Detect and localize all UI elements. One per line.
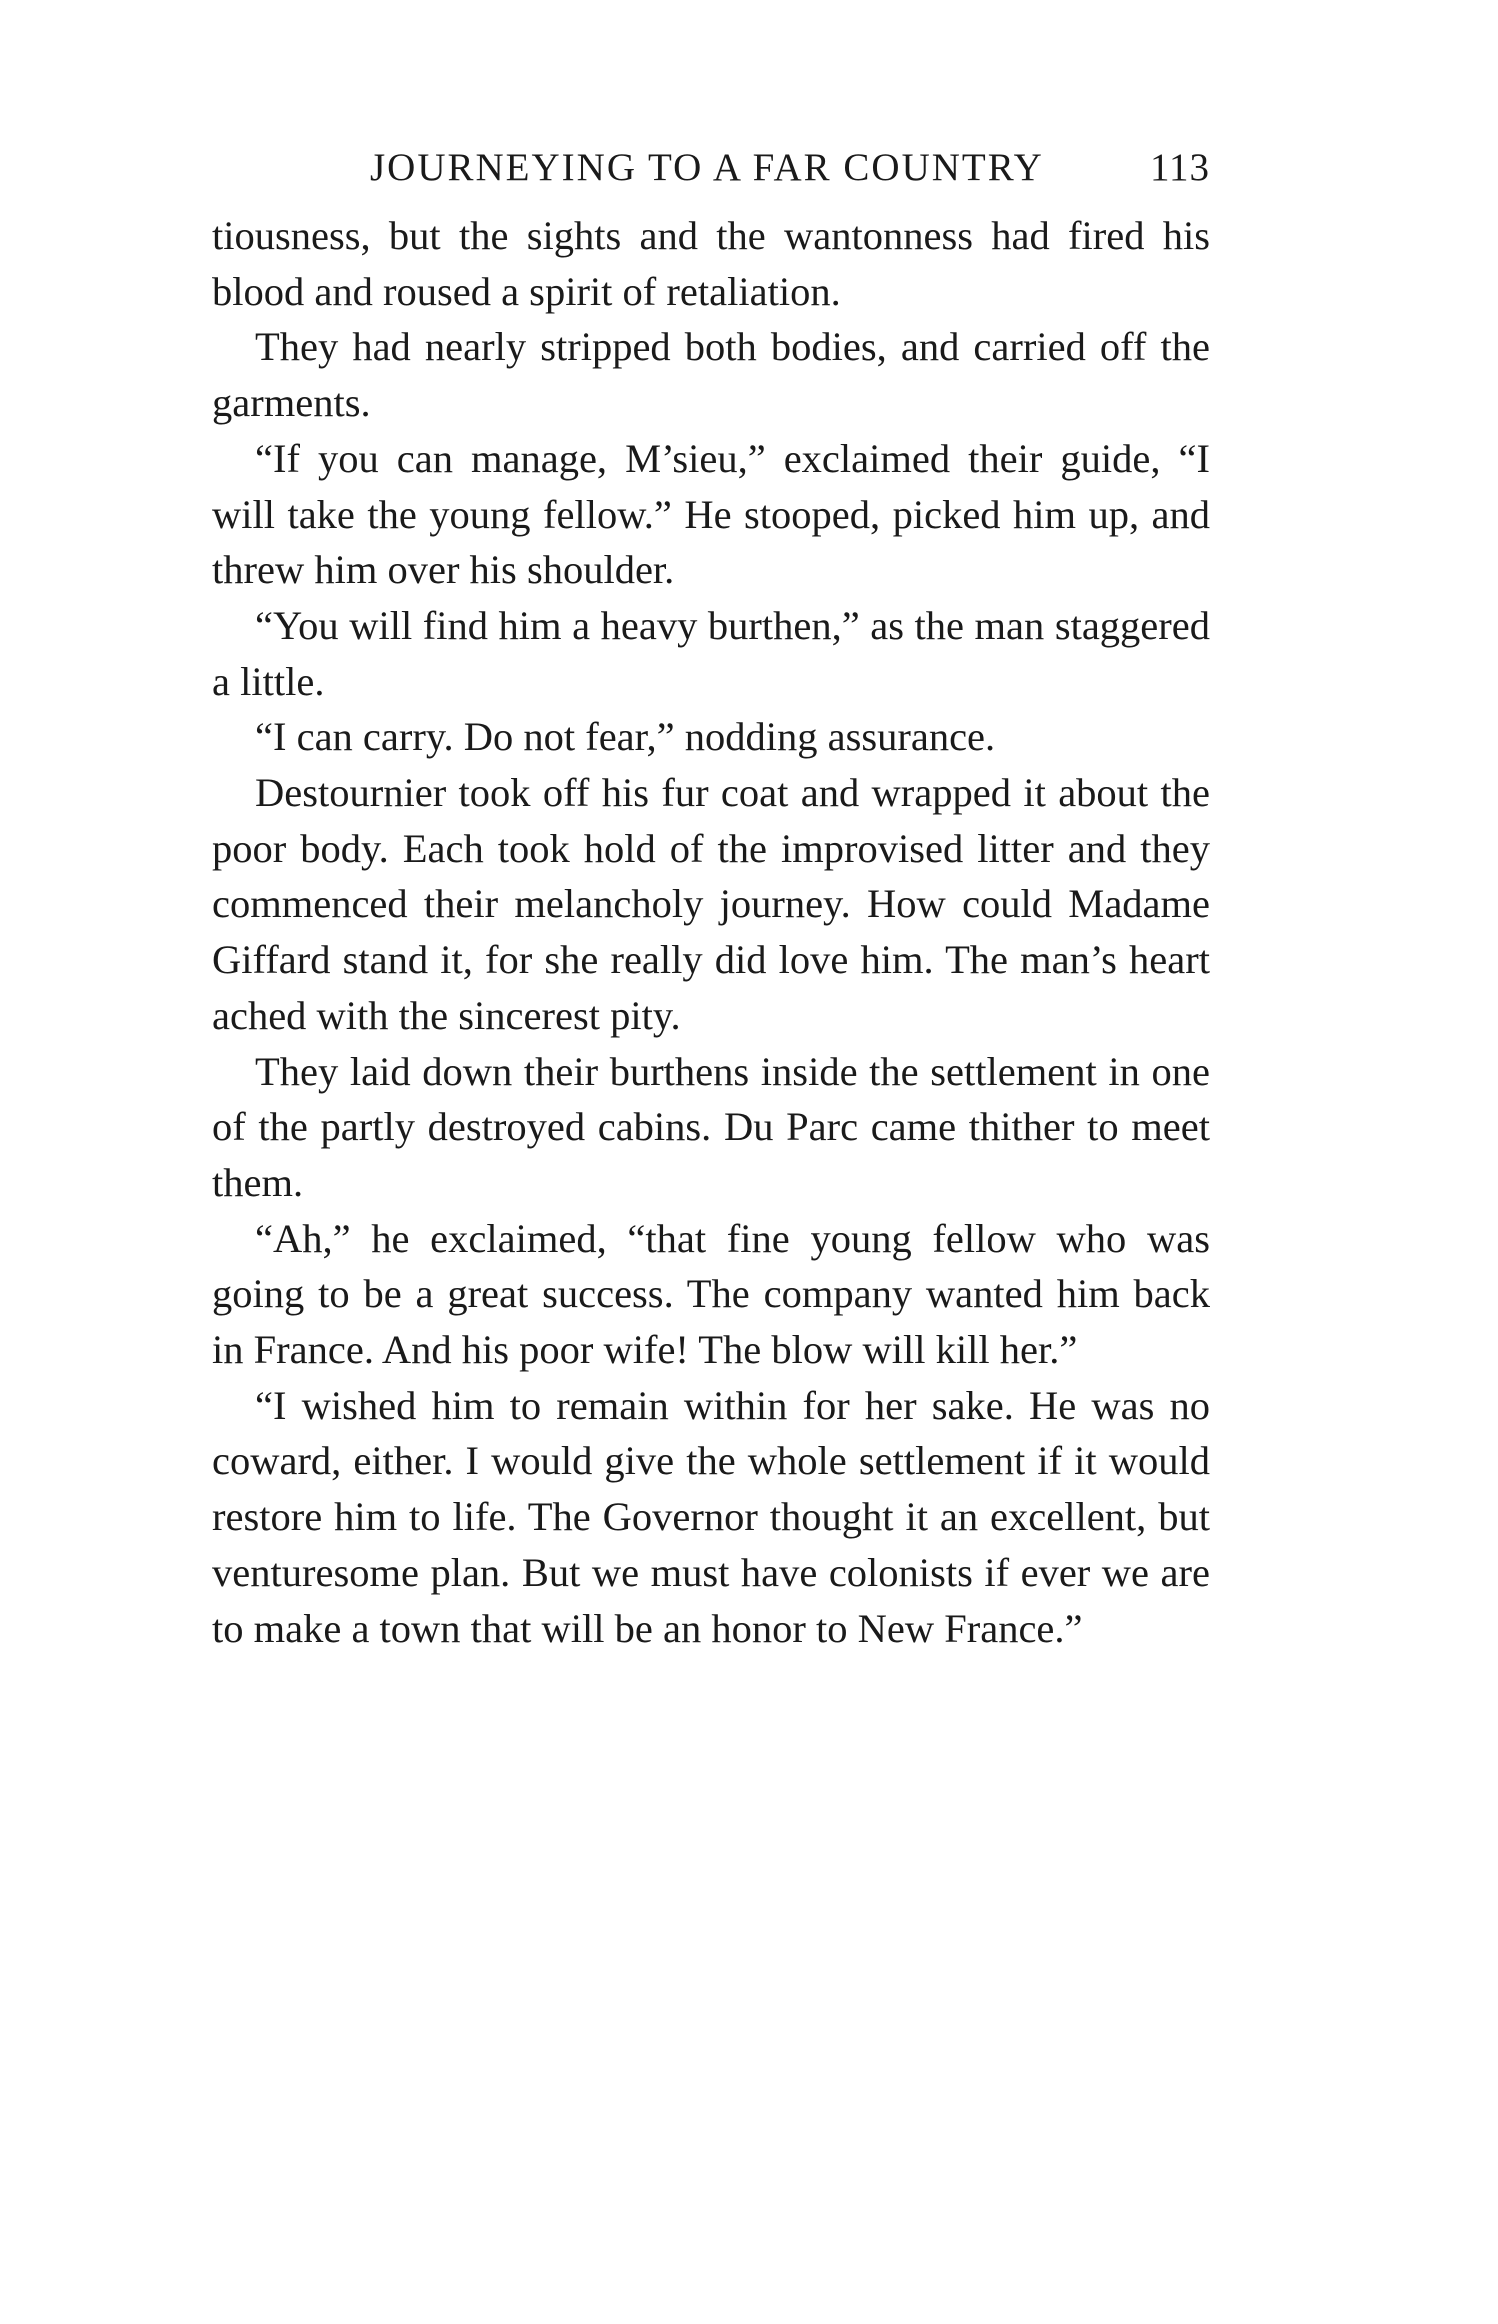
paragraph: Destournier took off his fur coat and wrapped it about the poor body. Each took hold of the improvised litter and they commenced their melancholy journey. How could Madame Giffard stand it, for she really did love him. The man’s heart ached with the sincerest pity. xyxy=(212,770,1210,1038)
paragraph: They laid down their burthens inside the settlement in one of the partly destroyed cabins. Du Parc came thither to meet them. xyxy=(212,1048,1210,1205)
paragraph: tiousness, but the sights and the wantonness had fired his blood and roused a spirit of retaliation. xyxy=(212,213,1210,314)
paragraph: “You will find him a heavy burthen,” as the man staggered a little. xyxy=(212,602,1210,704)
paragraph: They had nearly stripped both bodies, and carried off the garments. xyxy=(212,324,1210,426)
running-header xyxy=(212,138,1210,198)
paragraph: “I can carry. Do not fear,” nodding assurance. xyxy=(255,714,996,760)
body-text xyxy=(212,208,1210,1656)
running-title: JOURNEYING TO A FAR COUNTRY xyxy=(370,146,1044,189)
paragraph: “If you can manage, M’sieu,” exclaimed their guide, “I will take the young fellow.” He stooped, picked him up, and threw him over his shoulder. xyxy=(212,435,1210,593)
paragraph: “I wished him to remain within for her sake. He was no coward, either. I would give the whole settlement if it would restore him to life. The Governor thought it an excellent, but venturesome plan. But we must have colonists if ever we are to make a town that will be an honor to New France.” xyxy=(212,1382,1210,1651)
page-number: 113 xyxy=(1149,146,1210,189)
paragraph: “Ah,” he exclaimed, “that fine young fellow who was going to be a great success. The company wanted him back in France. And his poor wife! The blow will kill her.” xyxy=(212,1215,1210,1373)
